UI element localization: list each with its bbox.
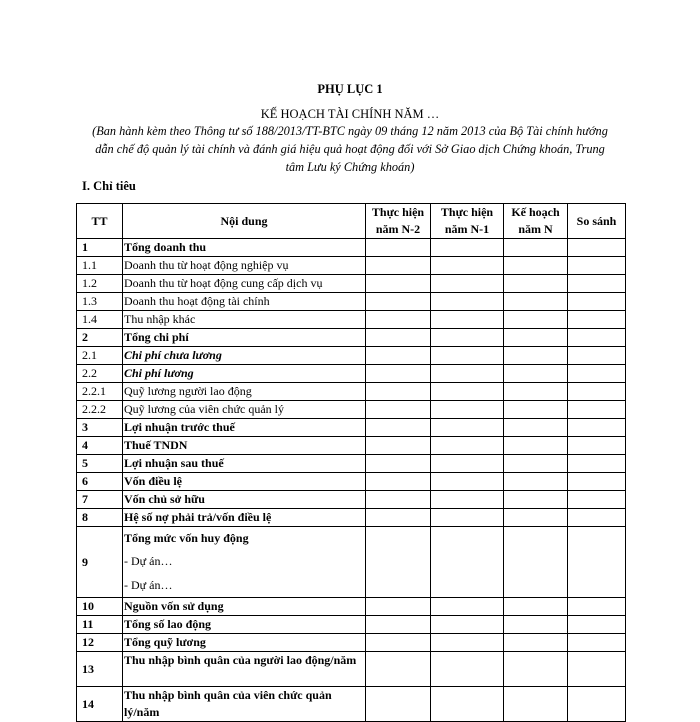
value-compare-cell — [568, 257, 626, 275]
row-content — [123, 401, 366, 419]
header-n2: Thực hiện năm N-2 — [366, 204, 431, 239]
value-n2-cell — [366, 275, 431, 293]
value-n2-cell — [366, 437, 431, 455]
table-row — [77, 437, 626, 455]
row-content — [123, 293, 366, 311]
value-plan-cell — [504, 329, 568, 347]
row-content — [123, 473, 366, 491]
table-row — [77, 419, 626, 437]
row-number: 6 — [77, 473, 123, 491]
row-subitem: - Dự án… — [124, 554, 173, 568]
table-row — [77, 383, 626, 401]
value-n2-cell — [366, 616, 431, 634]
row-number: 1.1 — [77, 257, 123, 275]
row-content-text: Vốn chủ sở hữu — [124, 492, 205, 506]
table-row — [77, 527, 626, 598]
value-plan-cell — [504, 383, 568, 401]
row-content-text: Chi phí lương — [124, 366, 194, 380]
value-n1-cell — [431, 634, 504, 652]
value-n2-cell — [366, 527, 431, 598]
table-header-row — [77, 204, 626, 239]
value-compare-cell — [568, 527, 626, 598]
value-n1-cell — [431, 419, 504, 437]
row-content-text: Vốn điều lệ — [124, 474, 183, 488]
row-number: 11 — [77, 616, 123, 634]
value-plan-cell — [504, 239, 568, 257]
row-content-text: Chi phí chưa lương — [124, 348, 222, 362]
header-n1: Thực hiện năm N-1 — [431, 204, 504, 239]
value-compare-cell — [568, 687, 626, 722]
value-compare-cell — [568, 401, 626, 419]
value-plan-cell — [504, 455, 568, 473]
row-content — [123, 634, 366, 652]
row-content — [123, 455, 366, 473]
value-n2-cell — [366, 293, 431, 311]
value-plan-cell — [504, 311, 568, 329]
table-row — [77, 652, 626, 687]
appendix-label: PHỤ LỤC 1 — [317, 82, 383, 96]
row-number: 13 — [77, 652, 123, 687]
value-plan-cell — [504, 401, 568, 419]
row-content-text: Thu nhập khác — [124, 312, 196, 326]
row-content-text: Thu nhập bình quân của người lao động/năm — [124, 653, 357, 667]
table-row — [77, 598, 626, 616]
value-plan-cell — [504, 491, 568, 509]
value-n2-cell — [366, 509, 431, 527]
value-n1-cell — [431, 329, 504, 347]
row-number: 9 — [77, 527, 123, 598]
row-content — [123, 616, 366, 634]
value-n2-cell — [366, 652, 431, 687]
value-n2-cell — [366, 257, 431, 275]
value-plan-cell — [504, 365, 568, 383]
row-content — [123, 598, 366, 616]
value-n2-cell — [366, 329, 431, 347]
value-plan-cell — [504, 616, 568, 634]
value-n1-cell — [431, 347, 504, 365]
table-row — [77, 347, 626, 365]
header-tt: TT — [77, 204, 123, 239]
row-content-text: Thu nhập bình quân của viên chức quản lý/năm — [124, 688, 332, 719]
value-n1-cell — [431, 509, 504, 527]
value-compare-cell — [568, 509, 626, 527]
value-n1-cell — [431, 311, 504, 329]
row-content — [123, 527, 366, 598]
value-compare-cell — [568, 365, 626, 383]
value-n2-cell — [366, 473, 431, 491]
value-n2-cell — [366, 598, 431, 616]
table-row — [77, 401, 626, 419]
value-n1-cell — [431, 401, 504, 419]
row-content — [123, 275, 366, 293]
section-title: I. Chỉ tiêu — [82, 179, 136, 193]
value-n2-cell — [366, 383, 431, 401]
row-number: 1.4 — [77, 311, 123, 329]
value-n2-cell — [366, 365, 431, 383]
value-n2-cell — [366, 634, 431, 652]
value-compare-cell — [568, 616, 626, 634]
value-n1-cell — [431, 257, 504, 275]
value-n1-cell — [431, 687, 504, 722]
value-n1-cell — [431, 455, 504, 473]
table-row — [77, 616, 626, 634]
value-n2-cell — [366, 347, 431, 365]
value-n1-cell — [431, 383, 504, 401]
row-content — [123, 491, 366, 509]
value-plan-cell — [504, 527, 568, 598]
value-compare-cell — [568, 239, 626, 257]
table-row — [77, 275, 626, 293]
table-row — [77, 311, 626, 329]
table-row — [77, 634, 626, 652]
table-row — [77, 293, 626, 311]
value-plan-cell — [504, 473, 568, 491]
value-compare-cell — [568, 491, 626, 509]
value-compare-cell — [568, 275, 626, 293]
row-content-text: Hệ số nợ phải trả/vốn điều lệ — [124, 510, 272, 524]
row-number: 10 — [77, 598, 123, 616]
header-compare: So sánh — [568, 204, 626, 239]
value-plan-cell — [504, 275, 568, 293]
row-number: 2.2.1 — [77, 383, 123, 401]
row-content — [123, 257, 366, 275]
value-compare-cell — [568, 598, 626, 616]
value-compare-cell — [568, 293, 626, 311]
value-n2-cell — [366, 455, 431, 473]
row-content — [123, 347, 366, 365]
value-compare-cell — [568, 455, 626, 473]
value-n2-cell — [366, 401, 431, 419]
header-content: Nội dung — [123, 204, 366, 239]
row-number: 1.2 — [77, 275, 123, 293]
value-n1-cell — [431, 275, 504, 293]
row-content-text: Nguồn vốn sử dụng — [124, 599, 224, 613]
table-row — [77, 509, 626, 527]
row-content — [123, 311, 366, 329]
row-content — [123, 509, 366, 527]
value-compare-cell — [568, 652, 626, 687]
row-number: 14 — [77, 687, 123, 722]
value-n1-cell — [431, 652, 504, 687]
value-n1-cell — [431, 473, 504, 491]
value-plan-cell — [504, 509, 568, 527]
value-plan-cell — [504, 634, 568, 652]
row-content-text: Tổng quỹ lương — [124, 635, 206, 649]
row-content-text: Tổng doanh thu — [124, 240, 207, 254]
value-n2-cell — [366, 687, 431, 722]
value-n1-cell — [431, 437, 504, 455]
value-n2-cell — [366, 419, 431, 437]
row-number: 2.2 — [77, 365, 123, 383]
row-content — [123, 437, 366, 455]
row-number: 7 — [77, 491, 123, 509]
value-plan-cell — [504, 598, 568, 616]
value-compare-cell — [568, 383, 626, 401]
value-plan-cell — [504, 437, 568, 455]
value-n2-cell — [366, 311, 431, 329]
header-plan: Kế hoạch năm N — [504, 204, 568, 239]
row-content — [123, 329, 366, 347]
value-n2-cell — [366, 239, 431, 257]
value-compare-cell — [568, 419, 626, 437]
row-content-text: Tổng chi phí — [124, 330, 189, 344]
row-content-text: Doanh thu từ hoạt động nghiệp vụ — [124, 258, 289, 272]
table-row — [77, 491, 626, 509]
value-n1-cell — [431, 598, 504, 616]
value-n1-cell — [431, 491, 504, 509]
row-content-text: Doanh thu từ hoạt động cung cấp dịch vụ — [124, 276, 323, 290]
row-number: 1.3 — [77, 293, 123, 311]
value-n1-cell — [431, 239, 504, 257]
row-number: 2.2.2 — [77, 401, 123, 419]
row-content — [123, 652, 366, 687]
value-plan-cell — [504, 293, 568, 311]
table-row — [77, 329, 626, 347]
document-title: KẾ HOẠCH TÀI CHÍNH NĂM … — [260, 107, 440, 121]
table-row — [77, 365, 626, 383]
row-content-text: Quỹ lương của viên chức quản lý — [124, 402, 284, 416]
value-plan-cell — [504, 687, 568, 722]
row-content — [123, 383, 366, 401]
value-n2-cell — [366, 491, 431, 509]
value-plan-cell — [504, 652, 568, 687]
row-content — [123, 687, 366, 722]
row-content-text: Doanh thu hoạt động tài chính — [124, 294, 270, 308]
table-row — [77, 687, 626, 722]
document-subtitle: (Ban hành kèm theo Thông tư số 188/2013/TT-BTC ngày 09 tháng 12 năm 2013 của Bộ Tài chính hướng dẫn chế độ quản lý tài chính và đánh giá hiệu quả hoạt động đối với Sở Giao dịch Chứng khoán, Trung tâm Lưu ký Chứng khoán) — [92, 124, 608, 174]
financial-plan-table — [76, 203, 626, 722]
row-content — [123, 365, 366, 383]
value-compare-cell — [568, 634, 626, 652]
row-number: 1 — [77, 239, 123, 257]
row-content-text: Quỹ lương người lao động — [124, 384, 252, 398]
table-row — [77, 239, 626, 257]
value-compare-cell — [568, 473, 626, 491]
value-compare-cell — [568, 329, 626, 347]
row-subitem: - Dự án… — [124, 578, 173, 592]
row-content-text: Thuế TNDN — [124, 438, 188, 452]
row-content-text: Tổng mức vốn huy động — [124, 531, 249, 545]
row-number: 2 — [77, 329, 123, 347]
table-row — [77, 455, 626, 473]
table-row — [77, 473, 626, 491]
value-compare-cell — [568, 311, 626, 329]
value-n1-cell — [431, 616, 504, 634]
row-number: 12 — [77, 634, 123, 652]
value-n1-cell — [431, 293, 504, 311]
row-number: 2.1 — [77, 347, 123, 365]
table-row — [77, 257, 626, 275]
row-content-text: Lợi nhuận trước thuế — [124, 420, 235, 434]
value-compare-cell — [568, 437, 626, 455]
value-plan-cell — [504, 257, 568, 275]
value-compare-cell — [568, 347, 626, 365]
row-number: 8 — [77, 509, 123, 527]
row-number: 5 — [77, 455, 123, 473]
row-number: 4 — [77, 437, 123, 455]
value-plan-cell — [504, 347, 568, 365]
row-content — [123, 239, 366, 257]
row-content-text: Tổng số lao động — [124, 617, 212, 631]
row-content — [123, 419, 366, 437]
row-number: 3 — [77, 419, 123, 437]
value-n1-cell — [431, 365, 504, 383]
value-plan-cell — [504, 419, 568, 437]
row-content-text: Lợi nhuận sau thuế — [124, 456, 224, 470]
value-n1-cell — [431, 527, 504, 598]
